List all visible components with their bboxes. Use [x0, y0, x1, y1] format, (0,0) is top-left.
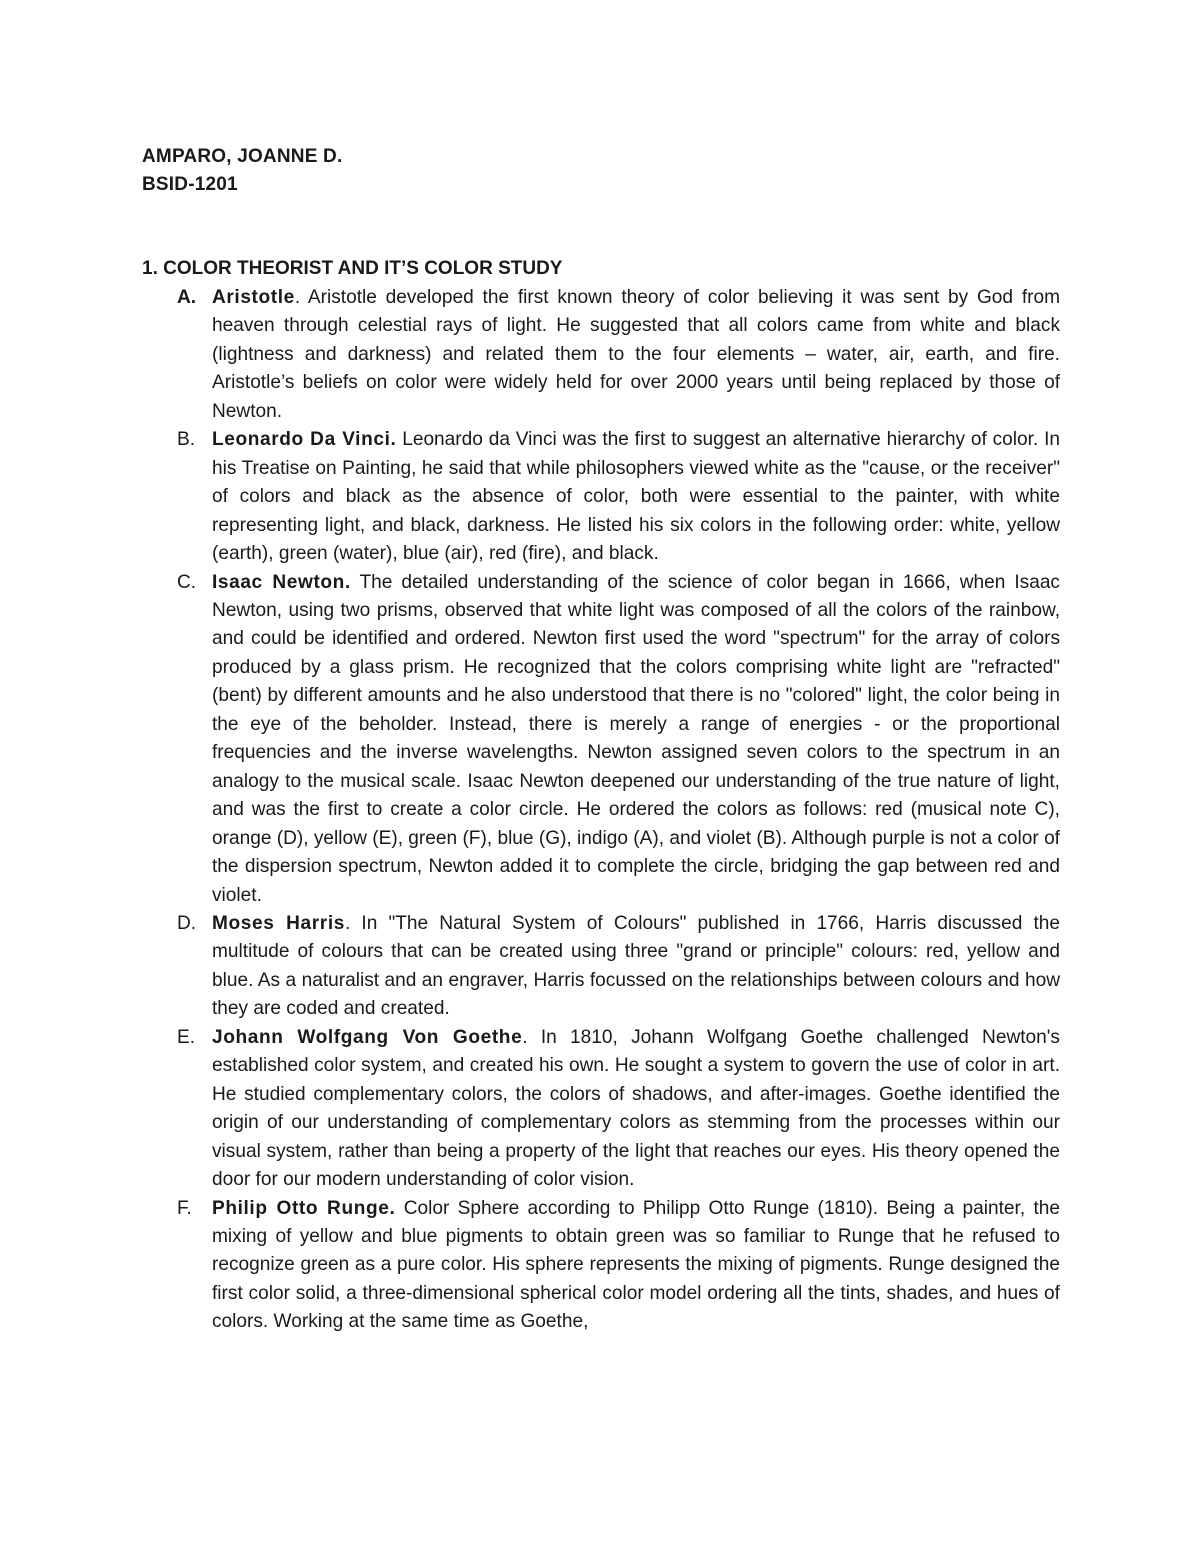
list-item-da-vinci [142, 426, 1060, 568]
name-punctuation: . [522, 1026, 541, 1048]
class-section: BSID-1201 [142, 174, 238, 195]
list-marker: A. [177, 287, 197, 308]
theorist-name: Leonardo Da Vinci. [212, 429, 397, 451]
name-punctuation [395, 1198, 403, 1219]
theorist-name: Moses Harris [212, 912, 345, 934]
theorist-description: Leonardo da Vinci was the first to suggest an alternative hierarchy of color. In his Treatise on Painting, he said that while philosophers viewed white as the "cause, or the receiver" of colors and black as the absence of color, both were essential to the painter, with white representing light, and black, darkness. He listed his six colors in the following order: white, yellow (earth), green (water), blue (air), red (fire), and black. [212, 429, 1060, 565]
name-punctuation: . [294, 287, 308, 308]
list-item-harris [142, 910, 1060, 1024]
theorist-list [142, 284, 1060, 1337]
list-item-aristotle [142, 284, 1060, 426]
theorist-description: Aristotle developed the first known theory of color believing it was sent by God from heaven through celestial rays of light. He suggested that all colors came from white and black (lightness and darkness) and related them to the four elements – water, air, earth, and fire. Aristotle’s beliefs on color were widely held for over 2000 years until being replaced by those of Newton. [212, 287, 1061, 422]
theorist-name: Philip Otto Runge. [212, 1197, 396, 1219]
author-name: AMPARO, JOANNE D. [142, 146, 343, 167]
list-item-runge [142, 1195, 1060, 1337]
name-punctuation: . [344, 912, 362, 934]
list-marker: E. [177, 1026, 196, 1048]
list-marker: F. [177, 1197, 192, 1219]
section-heading: 1. COLOR THEORIST AND IT’S COLOR STUDY [142, 258, 563, 279]
theorist-description: In "The Natural System of Colours" published in 1766, Harris discussed the multitude of colours that can be created using three "grand or principle" colours: red, yellow and blue. As a naturalist and an engraver, Harris focussed on the relationships between colours and how they are coded and created. [212, 912, 1060, 1020]
name-punctuation [351, 572, 360, 593]
list-marker: D. [177, 912, 197, 934]
theorist-description: The detailed understanding of the science of color began in 1666, when Isaac Newton, using two prisms, observed that white light was composed of all the colors of the rainbow, and could be identified and ordered. Newton first used the word "spectrum" for the array of colors produced by a glass prism. He recognized that the colors comprising white light are "refracted" (bent) by different amounts and he also understood that there is no "colored" light, the color being in the eye of the beholder. Instead, there is merely a range of energies - or the proportional frequencies and the inverse wavelengths. Newton assigned seven colors to the spectrum in an analogy to the musical scale. Isaac Newton deepened our understanding of the true nature of light, and was the first to create a color circle. He ordered the colors as follows: red (musical note C), orange (D), yellow (E), green (F), blue (G), indigo (A), and violet (B). Although purple is not a color of the dispersion spectrum, Newton added it to complete the circle, bridging the gap between red and violet. [212, 571, 1060, 906]
theorist-description: In 1810, Johann Wolfgang Goethe challenged Newton's established color system, and created his own. He sought a system to govern the use of color in art. He studied complementary colors, the colors of shadows, and after-images. Goethe identified the origin of our understanding of complementary colors as stemming from the processes within our visual system, rather than being a property of the light that reaches our eyes. His theory opened the door for our modern understanding of color vision. [212, 1026, 1060, 1191]
theorist-name: Isaac Newton. [212, 571, 351, 593]
list-marker: B. [177, 429, 196, 451]
theorist-name: Johann Wolfgang Von Goethe [212, 1026, 523, 1048]
list-marker: C. [177, 571, 197, 593]
author-header [142, 143, 342, 199]
list-item-newton [142, 569, 1060, 910]
list-item-goethe [142, 1024, 1060, 1195]
theorist-description: Color Sphere according to Philipp Otto Runge (1810). Being a painter, the mixing of yellow and blue pigments to obtain green was so familiar to Runge that he refused to recognize green as a pure color. His sphere represents the mixing of pigments. Runge designed the first color solid, a three-dimensional spherical color model ordering all the tints, shades, and hues of colors. Working at the same time as Goethe, [212, 1197, 1060, 1333]
theorist-name: Aristotle [212, 287, 295, 308]
